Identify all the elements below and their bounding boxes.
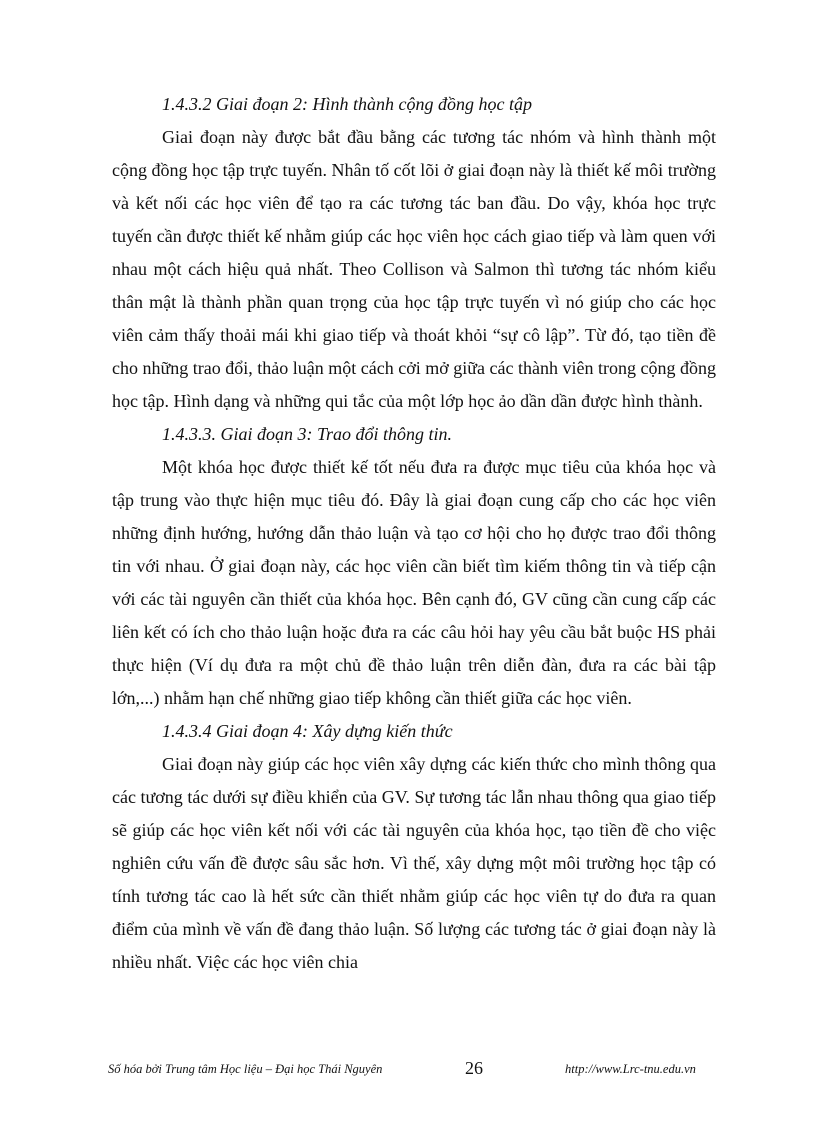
page-content	[112, 88, 716, 979]
section-body-stage-3: Một khóa học được thiết kế tốt nếu đưa ra được mục tiêu của khóa học và tập trung vào thực hiện mục tiêu đó. Đây là giai đoạn cung cấp cho các học viên những định hướng, hướng dẫn thảo luận và tạo cơ hội cho họ được trao đổi thông tin với nhau. Ở giai đoạn này, các học viên cần biết tìm kiếm thông tin và tiếp cận với các tài nguyên cần thiết của khóa học. Bên cạnh đó, GV cũng cần cung cấp các liên kết có ích cho thảo luận hoặc đưa ra các câu hỏi hay yêu cầu bắt buộc HS phải thực hiện (Ví dụ đưa ra một chủ đề thảo luận trên diễn đàn, đưa ra các bài tập lớn,...) nhằm hạn chế những giao tiếp không cần thiết giữa các học viên.	[112, 457, 716, 708]
section-heading-stage-3: 1.4.3.3. Giai đoạn 3: Trao đổi thông tin.	[162, 424, 453, 444]
footer-url: http://www.Lrc-tnu.edu.vn	[565, 1062, 696, 1076]
section-heading-stage-4: 1.4.3.4 Giai đoạn 4: Xây dựng kiến thức	[162, 721, 453, 741]
footer-source-credit: Số hóa bởi Trung tâm Học liệu – Đại học Thái Nguyên	[108, 1062, 383, 1076]
page-footer	[0, 1058, 816, 1088]
section-body-stage-4: Giai đoạn này giúp các học viên xây dựng các kiến thức cho mình thông qua các tương tác dưới sự điều khiển của GV. Sự tương tác lẫn nhau thông qua giao tiếp sẽ giúp các học viên kết nối với các tài nguyên của khóa học, tạo tiền đề cho việc nghiên cứu vấn đề được sâu sắc hơn. Vì thế, xây dựng một môi trường học tập có tính tương tác cao là hết sức cần thiết nhằm giúp các học viên tự do đưa ra quan điểm của mình về vấn đề đang thảo luận. Số lượng các tương tác ở giai đoạn này là nhiều nhất. Việc các học viên chia	[112, 754, 716, 972]
page-number: 26	[465, 1058, 483, 1078]
section-heading-stage-2: 1.4.3.2 Giai đoạn 2: Hình thành cộng đồng học tập	[162, 94, 532, 114]
section-body-stage-2: Giai đoạn này được bắt đầu bằng các tương tác nhóm và hình thành một cộng đồng học tập trực tuyến. Nhân tố cốt lõi ở giai đoạn này là thiết kế môi trường và kết nối các học viên để tạo ra các tương tác ban đầu. Do vậy, khóa học trực tuyến cần được thiết kế nhằm giúp các học viên học cách giao tiếp và làm quen với nhau một cách hiệu quả nhất. Theo Collison và Salmon thì tương tác nhóm kiểu thân mật là thành phần quan trọng của học tập trực tuyến vì nó giúp cho các học viên cảm thấy thoải mái khi giao tiếp và thoát khỏi “sự cô lập”. Từ đó, tạo tiền đề cho những trao đổi, thảo luận một cách cởi mở giữa các thành viên trong cộng đồng học tập. Hình dạng và những qui tắc của một lớp học ảo dần dần được hình thành.	[112, 127, 716, 411]
